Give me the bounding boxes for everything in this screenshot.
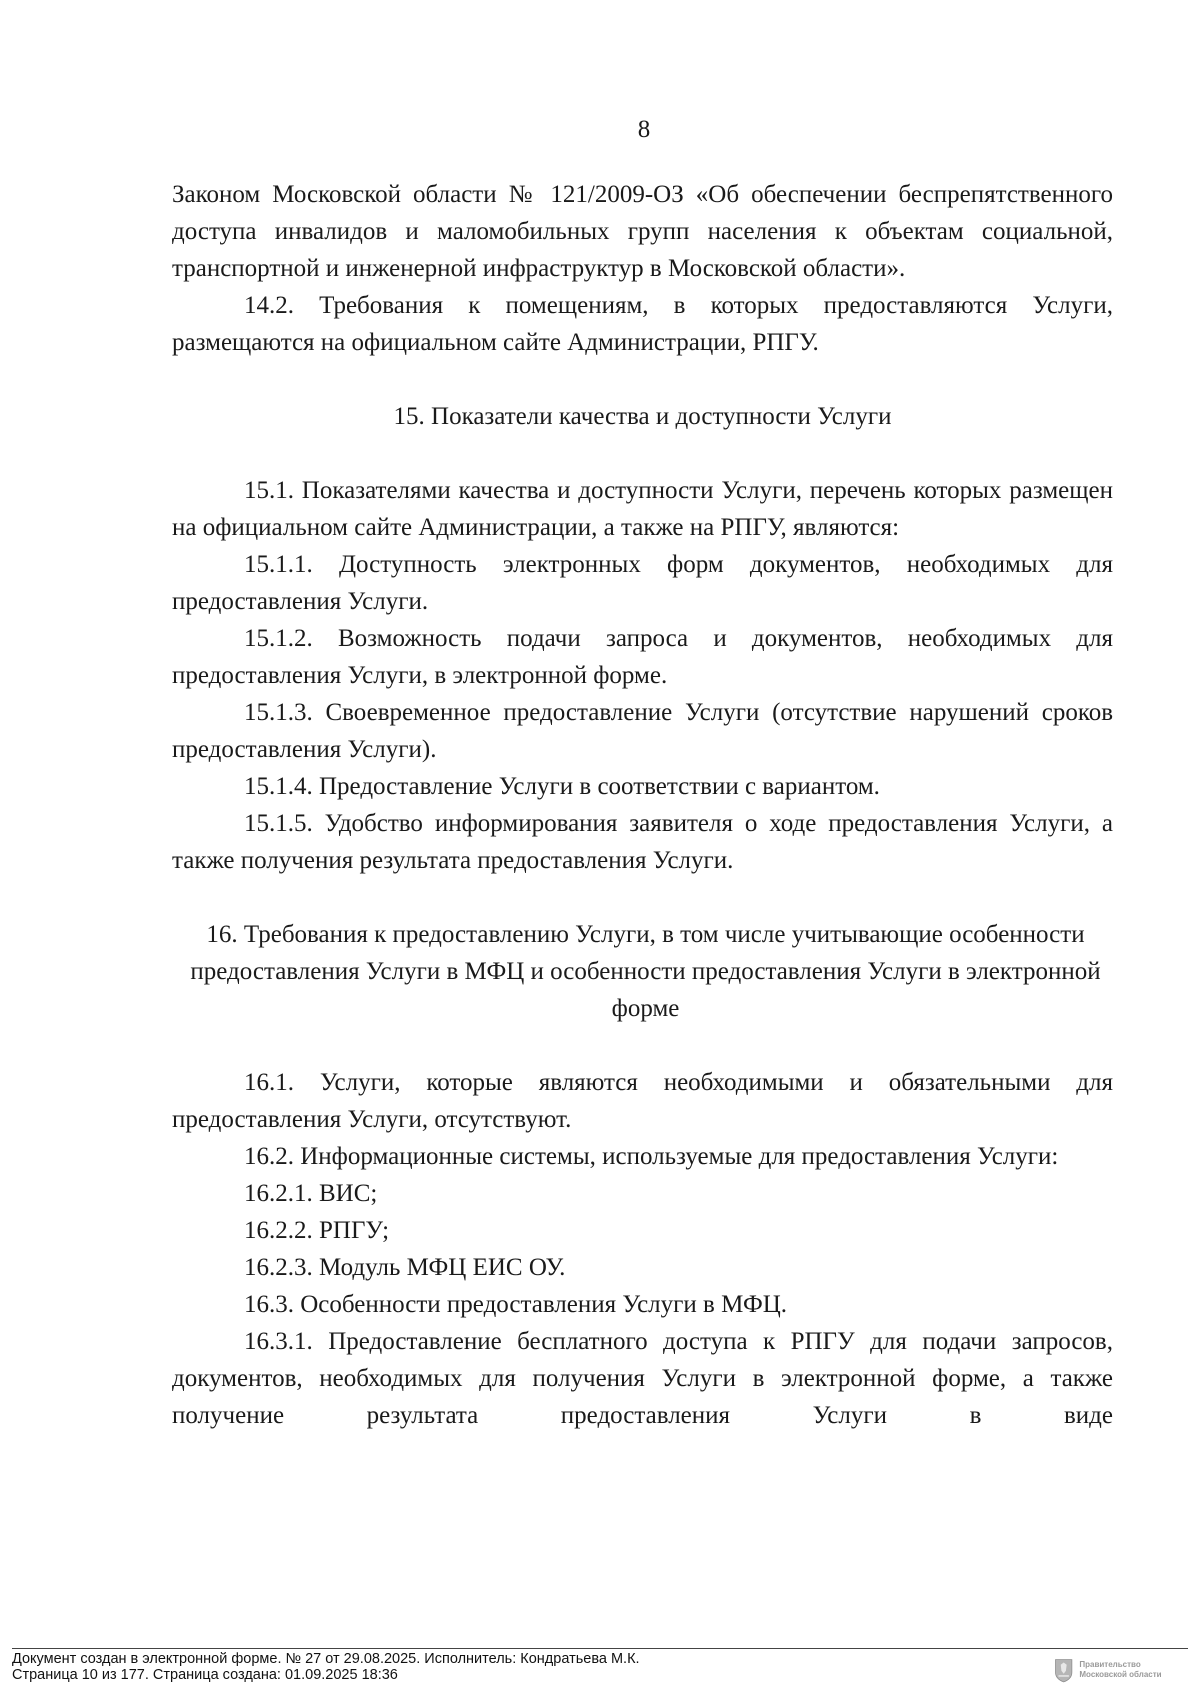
paragraph-15-1: 15.1. Показателями качества и доступности Услуги, перечень которых размещен на официальном сайте Администрации, а также на РПГУ, являются: — [172, 477, 1113, 541]
paragraph-16-1: 16.1. Услуги, которые являются необходимыми и обязательными для предоставления Услуги, отсутствуют. — [172, 1069, 1113, 1133]
paragraph-16-2-1: 16.2.1. ВИС; — [244, 1180, 378, 1207]
section-heading-15: 15. Показатели качества и доступности Услуги — [393, 403, 892, 430]
paragraph-15-1-5: 15.1.5. Удобство информирования заявителя о ходе предоставления Услуги, а также получения результата предоставления Услуги. — [172, 810, 1113, 874]
moscow-region-coat-of-arms-icon — [1054, 1653, 1073, 1687]
footer-document-info: Документ создан в электронной форме. № 27 от 29.08.2025. Исполнитель: Кондратьева М.К. — [12, 1651, 640, 1667]
paragraph-16-2-3: 16.2.3. Модуль МФЦ ЕИС ОУ. — [244, 1254, 566, 1281]
paragraph-16-2-2: 16.2.2. РПГУ; — [244, 1217, 390, 1244]
paragraph-15-1-1: 15.1.1. Доступность электронных форм документов, необходимых для предоставления Услуги. — [172, 551, 1113, 615]
document-footer — [12, 1648, 1188, 1683]
paragraph-15-1-4: 15.1.4. Предоставление Услуги в соответствии с вариантом. — [244, 773, 880, 800]
paragraph-16-3-1: 16.3.1. Предоставление бесплатного доступа к РПГУ для подачи запросов, документов, необходимых для получения Услуги в электронной форме, а также получение результата предоставления Услуги в виде — [172, 1328, 1113, 1429]
section-heading-16: 16. Требования к предоставлению Услуги, в том числе учитывающие особенности предоставления Услуги в МФЦ и особенности предоставления Услуги в электронной форме — [190, 921, 1101, 1022]
government-emblem — [1054, 1650, 1188, 1690]
paragraph-15-1-2: 15.1.2. Возможность подачи запроса и документов, необходимых для предоставления Услуги, в электронной форме. — [172, 625, 1113, 689]
paragraph-law-reference: Законом Московской области № 121/2009-ОЗ «Об обеспечении беспрепятственного доступа инвалидов и маломобильных групп населения к объектам социальной, транспортной и инженерной инфраструктур в Московской области». — [172, 181, 1113, 282]
emblem-caption: Правительство Московской области — [1079, 1660, 1162, 1679]
paragraph-16-2: 16.2. Информационные системы, используемые для предоставления Услуги: — [244, 1143, 1059, 1170]
paragraph-15-1-3: 15.1.3. Своевременное предоставление Услуги (отсутствие нарушений сроков предоставления Услуги). — [172, 699, 1113, 763]
paragraph-16-3: 16.3. Особенности предоставления Услуги в МФЦ. — [244, 1291, 788, 1318]
page-number: 8 — [637, 116, 651, 143]
paragraph-14-2: 14.2. Требования к помещениям, в которых предоставляются Услуги, размещаются на официальном сайте Администрации, РПГУ. — [172, 292, 1113, 356]
footer-page-info: Страница 10 из 177. Страница создана: 01.09.2025 18:36 — [12, 1667, 398, 1683]
document-body — [172, 176, 1113, 1434]
